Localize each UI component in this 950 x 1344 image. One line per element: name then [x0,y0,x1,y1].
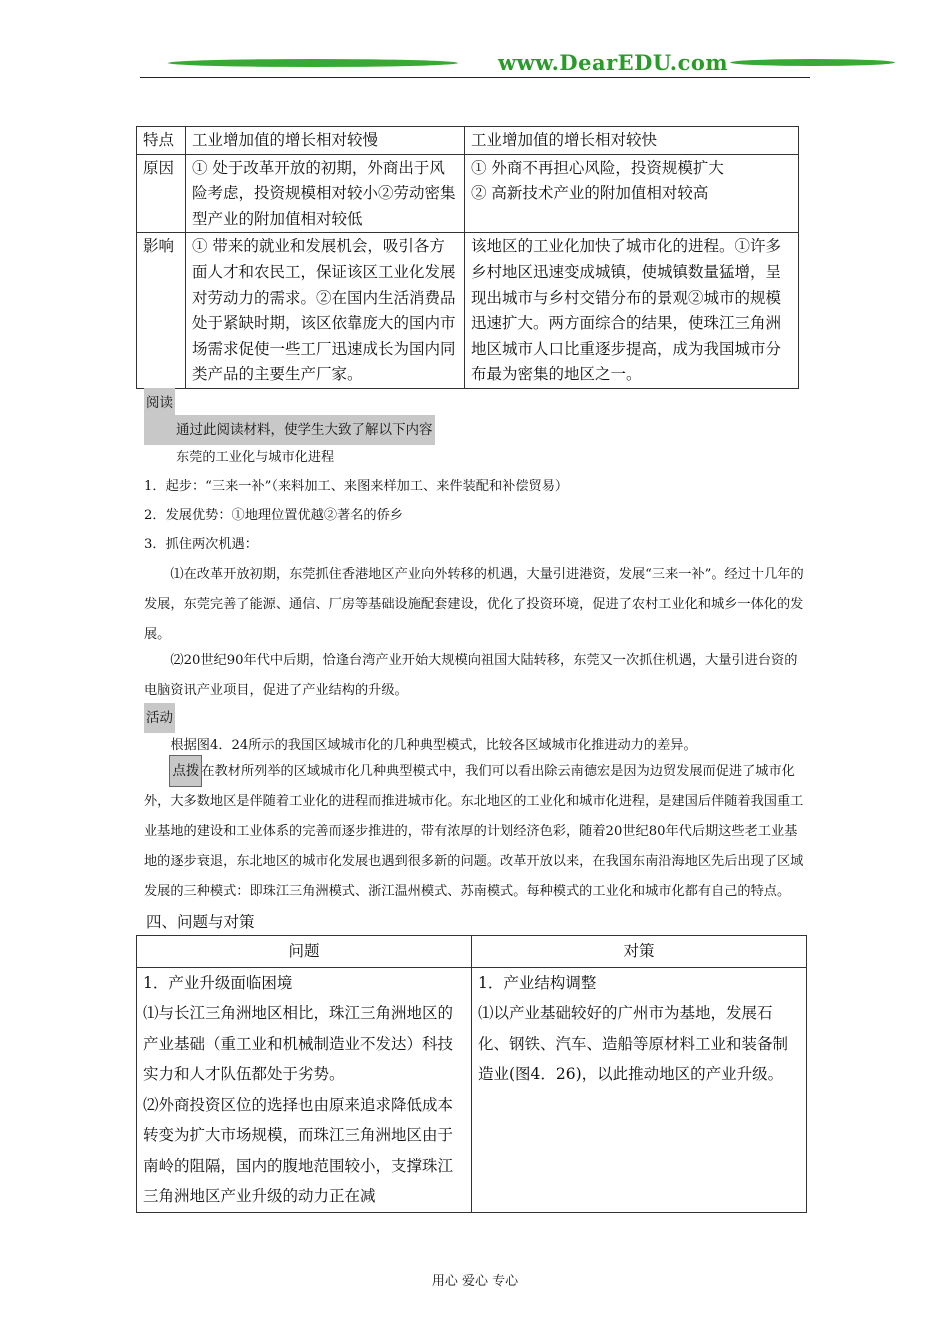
page-footer: 用心 爱心 专心 [431,1274,519,1289]
table-header-row [137,936,807,968]
row-label: 影响 [137,233,186,389]
fast-cell: 工业增加值的增长相对较快 [465,127,799,155]
page-header [140,48,810,80]
reading-tag: 阅读 [144,388,175,418]
slow-cell: 工业增加值的增长相对较慢 [186,127,465,155]
table-row [137,154,799,233]
problem-2: ⑵外商投资区位的选择也由原来追求降低成本转变为扩大市场规模，而珠江三角洲地区由于南岭的阻隔，国内的腹地范围较小，支撑珠江三角洲地区产业升级的动力正在减 [143,1095,454,1205]
problem-solution-table [136,935,807,1213]
problem-title: 1．产业升级面临困境 [143,973,293,992]
reading-title: 东莞的工业化与城市化进程 [176,450,335,465]
fast-reason-1: ① 外商不再担心风险，投资规模扩大 [471,158,724,177]
activity-tag: 活动 [144,703,175,733]
activity-tag-line [144,703,810,734]
activity-text: 根据图4．24所示的我国区域城市化的几种典型模式，比较各区域城市化推进动力的差异。 [170,738,697,753]
table-row [137,967,807,1212]
reading-paragraph-2: ⑵20世纪90年代中后期，恰逢台湾产业开始大规模向祖国大陆转移，东莞又一次抓住机遇，大量引进台资的电脑资讯产业项目，促进了产业结构的升级。 [144,653,798,698]
fast-reason-2: ② 高新技术产业的附加值相对较高 [471,184,709,203]
reading-paragraph-1: ⑴在改革开放初期，东莞抓住香港地区产业向外转移的机遇，大量引进港资，发展“三来一补”。经过十几年的发展，东莞完善了能源、通信、厂房等基础设施配套建设，优化了投资环境，促进了农村工业化和城乡一体化的发展。 [144,567,804,642]
reading-item-1: 1．起步：“三来一补”（来料加工、来图来样加工、来件装配和补偿贸易） [144,479,569,494]
hint-paragraph [144,756,810,907]
solution-1: ⑴以产业基础较好的广州市为基地，发展石化、钢铁、汽车、造船等原材料工业和装备制造业(图4．26)，以此推动地区的产业升级。 [478,1004,789,1083]
reading-item-2: 2．发展优势：①地理位置优越②著名的侨乡 [144,508,403,523]
fast-cell: 该地区的工业化加快了城市化的进程。①许多乡村地区迅速变成城镇，使城镇数量猛增，呈现出城市与乡村交错分布的景观②城市的规模迅速扩大。两方面综合的结果，使珠江三角洲地区城市人口比重逐步提高，成为我国城市分布最为密集的地区之一。 [465,233,799,389]
row-label: 原因 [137,154,186,233]
hint-tag: 点拨 [170,756,201,786]
row-label: 特点 [137,127,186,155]
problem-1: ⑴与长江三角洲地区相比，珠江三角洲地区的产业基础（重工业和机械制造业不发达）科技实力和人才队伍都处于劣势。 [143,1004,454,1083]
problem-header: 问题 [137,936,472,968]
comparison-table [136,126,799,389]
reading-intro: 通过此阅读材料，使学生大致了解以下内容 [144,415,435,445]
green-swoosh-left [168,59,458,67]
slow-cell: ① 处于改革开放的初期，外商出于风险考虑，投资规模相对较小②劳动密集型产业的附加值相对较低 [186,154,465,233]
table-row [137,233,799,389]
section-heading: 四、问题与对策 [146,913,255,931]
solution-header: 对策 [472,936,807,968]
solution-title: 1．产业结构调整 [478,973,597,992]
site-logo: www.DearEDU.com [498,50,729,75]
green-swoosh-right [730,59,895,66]
fast-cell [465,154,799,233]
slow-cell: ① 带来的就业和发展机会，吸引各方面人才和农民工，保证该区工业化发展对劳动力的需求。②在国内生活消费品处于紧缺时期，该区依靠庞大的国内市场需求促使一些工厂迅速成长为国内同类产品的主要生产厂家。 [186,233,465,389]
hint-text: 在教材所列举的区域城市化几种典型模式中，我们可以看出除云南德宏是因为边贸发展而促进了城市化外，大多数地区是伴随着工业化的进程而推进城市化。东北地区的工业化和城市化进程，是建国后伴随着我国重工业基地的建设和工业体系的完善而逐步推进的，带有浓厚的计划经济色彩，随着20世纪80年代后期这些老工业基地的逐步衰退，东北地区的城市化发展也遇到很多新的问题。改革开放以来，在我国东南沿海地区先后出现了区域发展的三种模式：即珠江三角洲模式、浙江温州模式、苏南模式。每种模式的工业化和城市化都有自己的特点。 [144,764,804,899]
reading-intro-line [144,415,810,446]
problem-cell [137,967,472,1212]
table-row [137,127,799,155]
reading-item-3: 3．抓住两次机遇： [144,537,258,552]
solution-cell [472,967,807,1212]
header-rule [140,77,810,78]
